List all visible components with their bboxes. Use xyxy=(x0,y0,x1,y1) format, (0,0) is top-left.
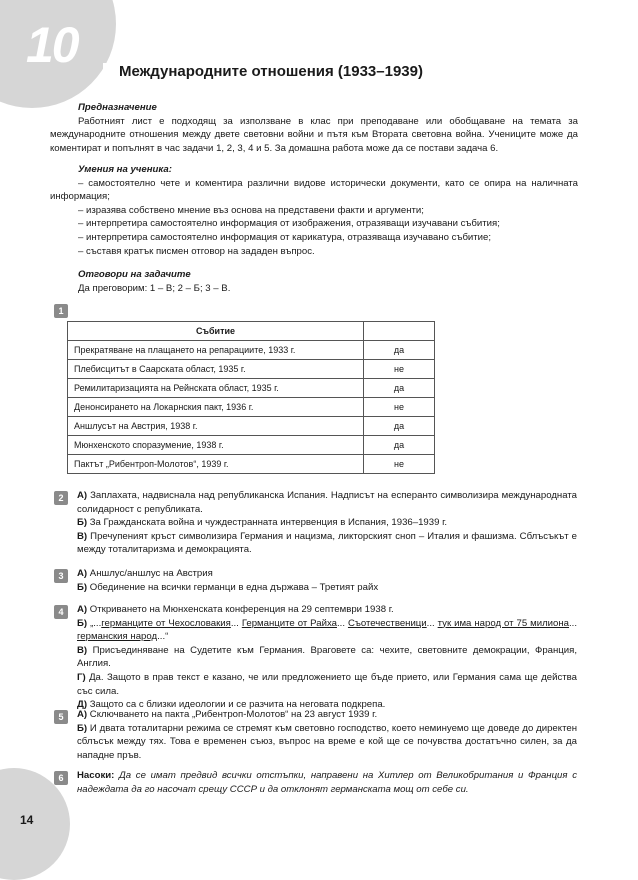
answer-text: Заплахата, надвиснала над републиканска Испания. Надписът на есперанто символизира международната солидарност с републиката. xyxy=(77,490,577,515)
answer-label: Г) xyxy=(77,672,86,684)
underlined-phrase: Съотечественици xyxy=(347,617,427,629)
value-cell: да xyxy=(364,436,435,455)
quote-sep: ... xyxy=(569,617,577,629)
event-cell: Аншлусът на Австрия, 1938 г. xyxy=(68,417,364,436)
answer-label: Насоки: xyxy=(77,770,115,781)
task6-answer xyxy=(77,769,577,796)
table-row xyxy=(68,379,435,398)
page-title: Международните отношения (1933–1939) xyxy=(119,63,423,80)
answer-text: Да. Защото в прав текст е казано, че или предложението ще бъде прието, или Германия сама ще действа със сила. xyxy=(77,672,578,697)
answers-heading: Отговори на задачите xyxy=(78,269,191,280)
underlined-phrase: Германците от Райха xyxy=(241,617,337,629)
answer-label: Б) xyxy=(77,517,88,529)
discuss-answers: Да преговорим: 1 – В; 2 – Б; 3 – В. xyxy=(78,282,231,294)
task-number-badge: 1 xyxy=(54,304,68,318)
event-cell: Мюнхенското споразумение, 1938 г. xyxy=(68,436,364,455)
quote-sep: ... xyxy=(336,617,348,629)
quote-sep: ... xyxy=(230,617,242,629)
quote-start: „... xyxy=(90,617,102,629)
table-header-row xyxy=(68,322,435,341)
event-cell: Прекратяване на плащането на репарациите, 1933 г. xyxy=(68,341,364,360)
table-row xyxy=(68,436,435,455)
answer-label: Б) xyxy=(77,581,88,593)
answer-text: За Гражданската война и чуждестранната интервенция в Испания, 1936–1939 г. xyxy=(89,517,448,529)
skills-section xyxy=(50,163,578,258)
answer-text: Сключването на пакта „Рибентроп-Молотов“ на 23 август 1939 г. xyxy=(89,709,378,720)
answers-section xyxy=(50,268,578,295)
answer-text: Да се имат предвид всички отстъпки, направени на Хитлер от Великобритания и Франция с надеждата да го насочат срещу СССР и да отклонят германската мощ от себе си. xyxy=(77,770,577,795)
answer-text: Присъединяване на Судетите към Германия. Враговете са: чехите, световните демокрации, Франция, Англия. xyxy=(77,644,578,670)
task-number-badge: 2 xyxy=(54,491,68,505)
answer-label: А) xyxy=(77,709,88,720)
value-cell: да xyxy=(364,417,435,436)
value-cell: да xyxy=(364,341,435,360)
skills-heading: Умения на ученика: xyxy=(78,164,172,175)
answer-text: Защото са с близки идеологии и се разчита на неговата подкрепа. xyxy=(89,699,386,711)
skill-item: – интерпретира самостоятелно информация от карикатура, отразяваща изучавано събитие; xyxy=(78,232,492,244)
skill-item: – интерпретира самостоятелно информация от изображения, отразяващи изучавани събития; xyxy=(78,218,500,230)
quote-end: ...“ xyxy=(157,631,169,643)
skill-item: – изразява собствено мнение въз основа на представени факти и аргументи; xyxy=(78,204,424,216)
skill-item: – съставя кратък писмен отговор на зададен въпрос. xyxy=(78,245,315,257)
skill-item: – самостоятелно чете и коментира различни видове исторически документи, като се опира на наличната информация; xyxy=(50,177,578,203)
answer-label: А) xyxy=(77,604,88,615)
answer-text: Обединение на всички германци в една държава – Третият райх xyxy=(89,581,379,593)
table-row xyxy=(68,398,435,417)
answer-label: В) xyxy=(77,530,88,542)
task5-answer xyxy=(77,708,577,762)
table-row xyxy=(68,341,435,360)
task3-answer xyxy=(77,567,577,594)
value-cell: не xyxy=(364,398,435,417)
answer-text: Откриването на Мюнхенската конференция на 29 септември 1938 г. xyxy=(89,604,394,615)
underlined-phrase: тук има народ от 75 милиона xyxy=(437,617,569,629)
chapter-number: 10 xyxy=(26,17,78,73)
answer-text: Пречупеният кръст символизира Германия и нацизма, ликторският сноп – Италия и фашизма. Сблъсъкът е между тоталитаризма и демокрацията. xyxy=(77,530,577,556)
event-cell: Пактът „Рибентроп-Молотов“, 1939 г. xyxy=(68,455,364,474)
answer-text: И двата тоталитарни режима се стремят към световно господство, което неминуемо ще доведе до директен сблъсък между тях. Това е временен съюз, въпрос на време е кой ще се почувства достатъчно силен, за да нападне пръв. xyxy=(77,722,577,761)
task-number-badge: 4 xyxy=(54,605,68,619)
events-table xyxy=(67,321,435,474)
task-number-badge: 3 xyxy=(54,569,68,583)
answer-text: Аншлус/аншлус на Австрия xyxy=(89,568,213,579)
table-header-empty xyxy=(364,322,435,341)
answer-label: Б) xyxy=(77,617,88,629)
event-cell: Денонсирането на Локарнския пакт, 1936 г. xyxy=(68,398,364,417)
answer-label: Д) xyxy=(77,699,88,711)
value-cell: не xyxy=(364,455,435,474)
task-number-badge: 5 xyxy=(54,710,68,724)
underlined-phrase: германския народ xyxy=(77,631,158,643)
value-cell: да xyxy=(364,379,435,398)
table-row xyxy=(68,455,435,474)
event-cell: Плебисцитът в Саарската област, 1935 г. xyxy=(68,360,364,379)
page-number: 14 xyxy=(20,813,34,827)
chapter-dot xyxy=(103,63,113,73)
task-number-badge: 6 xyxy=(54,771,68,785)
answer-label: Б) xyxy=(77,722,88,734)
task2-answer xyxy=(77,489,577,557)
task4-answer xyxy=(77,603,577,712)
answer-label: А) xyxy=(77,490,88,501)
value-cell: не xyxy=(364,360,435,379)
table-row xyxy=(68,417,435,436)
event-cell: Ремилитаризацията на Рейнската област, 1935 г. xyxy=(68,379,364,398)
answer-label: А) xyxy=(77,568,88,579)
underlined-phrase: германците от Чехословакия xyxy=(101,617,231,629)
answer-label: В) xyxy=(77,644,88,656)
purpose-heading: Предназначение xyxy=(78,102,157,113)
table-row xyxy=(68,360,435,379)
purpose-section xyxy=(50,101,578,155)
quote-sep: ... xyxy=(426,617,438,629)
purpose-text: Работният лист е подходящ за използване в клас при преподаване или обобщаване на темата за международните отношения между двете световни войни и пътя към Втората световна война. Учениците може да коментират и попълнят в час задачи 1, 2, 3, 4 и 5. За домашна работа може да се постави задача 6. xyxy=(50,115,578,154)
table-header-event: Събитие xyxy=(68,322,364,341)
